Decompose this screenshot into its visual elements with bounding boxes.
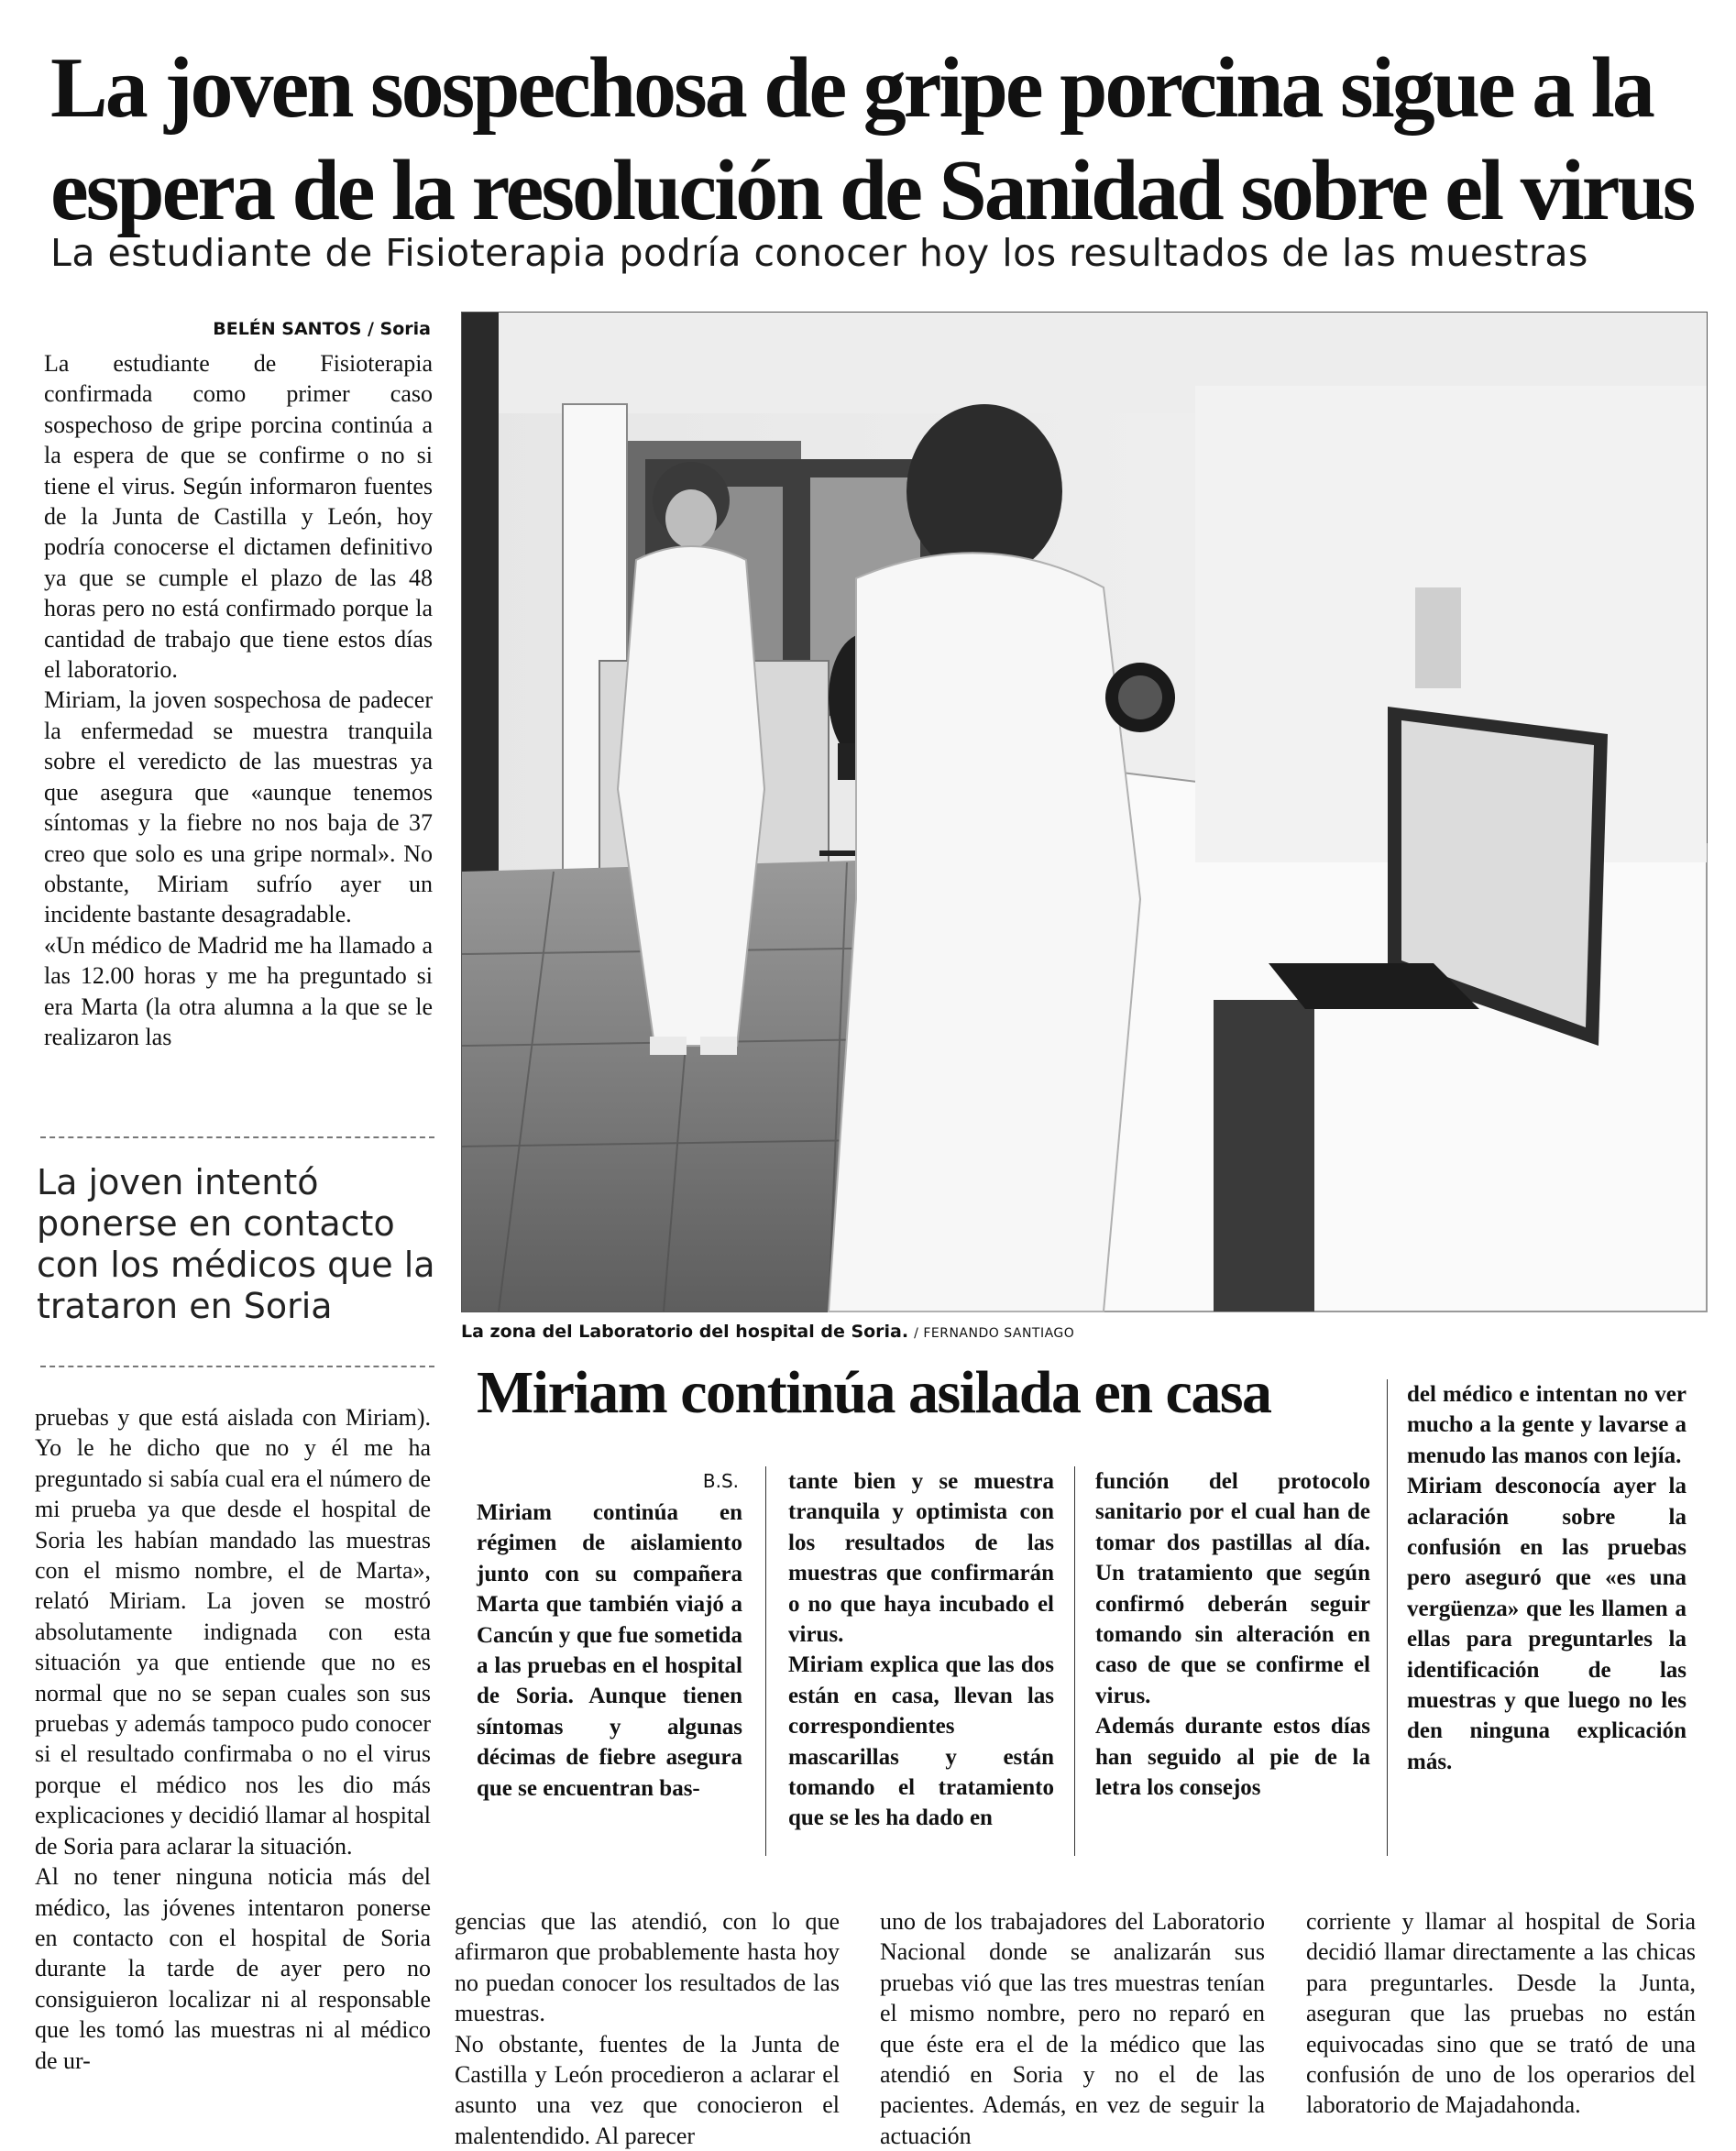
subheadline: La estudiante de Fisioterapia podría conocer hoy los resultados de las muestras bbox=[50, 231, 1588, 275]
paragraph: tante bien y se muestra tranquila y optimista con los resultados de las muestras que confirmarán o no que haya incubado el virus. bbox=[788, 1469, 1054, 1648]
paragraph: uno de los trabajadores del Laboratorio Nacional donde se analizarán sus pruebas vió que las tres muestras tenían el mismo nombre, pero no reparó en que éste era el de la médico que las atendió en Soria y no el de las pacientes. Además, en vez de seguir la actuación bbox=[880, 1908, 1265, 2149]
article-column-1-continued bbox=[35, 1402, 431, 2135]
paragraph: Miriam desconocía ayer la aclaración sobre la confusión en las pruebas pero aseguró que «es una vergüenza» que les llamen a ellas para preguntarles la identificación de las muestras y que luego no les den ninguna explicación más. bbox=[1407, 1474, 1687, 1774]
box-column-4 bbox=[1407, 1379, 1687, 1777]
box-column-1 bbox=[477, 1498, 742, 1804]
photo-caption bbox=[461, 1322, 1653, 1342]
article-column-3 bbox=[880, 1906, 1265, 2149]
divider bbox=[40, 1366, 434, 1367]
headline-line-1: La joven sospechosa de gripe porcina sigue a la bbox=[50, 40, 1653, 136]
paragraph: del médico e intentan no ver mucho a la gente y lavarse a menudo las manos con lejía. bbox=[1407, 1382, 1687, 1468]
paragraph: Miriam explica que las dos están en casa, llevan las correspondientes mascarillas y están tomando el tratamiento que se les ha dado en bbox=[788, 1652, 1054, 1831]
column-divider bbox=[1074, 1466, 1075, 1856]
paragraph: Miriam, la joven sospechosa de padecer la enfermedad se muestra tranquila sobre el veredicto de las muestras ya que asegura que «aunque tenemos síntomas y la fiebre no nos baja de 37 creo que solo es una gripe normal». No obstante, Miriam sufrío ayer un incidente bastante desagradable. bbox=[44, 686, 433, 928]
box-column-2 bbox=[788, 1466, 1054, 1834]
article-column-4 bbox=[1306, 1906, 1696, 2135]
article-column-2 bbox=[455, 1906, 840, 2149]
paragraph: corriente y llamar al hospital de Soria decidió llamar directamente a las chicas para preguntarles. Desde la Junta, aseguran que las pruebas no están equivocadas sino que se trató de una confusión de uno de los operarios del laboratorio de Majadahonda. bbox=[1306, 1908, 1696, 2119]
paragraph: La estudiante de Fisioterapia confirmada como primer caso sospechoso de gripe porcina continúa a la espera de que se confirme o no si tiene el virus. Según informaron fuentes de la Junta de Castilla y León, hoy podría conocerse el dictamen definitivo ya que se cumple el plazo de las 48 horas pero no está confirmado porque la cantidad de trabajo que tiene estos días el laboratorio. bbox=[44, 350, 433, 684]
paragraph: función del protocolo sanitario por el cual han de tomar dos pastillas al día. Un tratamiento que según confirmó deberán seguir tomando sin alteración en caso de que se confirme el virus. bbox=[1095, 1469, 1370, 1708]
paragraph: Al no tener ninguna noticia más del médico, las jóvenes intentaron ponerse en contacto con el hospital de Soria durante la tarde de ayer pero no consiguieron localizar ni al responsable que les tomó las muestras ni al médico de ur- bbox=[35, 1863, 431, 2074]
column-divider bbox=[765, 1466, 766, 1856]
paragraph: No obstante, fuentes de la Junta de Castilla y León procedieron a aclarar el asunto una vez que conocieron el malentendido. Al parecer bbox=[455, 2030, 840, 2149]
photo-illustration bbox=[462, 313, 1707, 1311]
box-byline: B.S. bbox=[702, 1470, 739, 1492]
byline: BELÉN SANTOS / Soria bbox=[213, 319, 431, 339]
paragraph: Además durante estos días han seguido al pie de la letra los consejos bbox=[1095, 1714, 1370, 1801]
pull-quote: La joven intentó ponerse en contacto con los médicos que la trataron en Soria bbox=[37, 1162, 435, 1326]
article-column-1 bbox=[44, 348, 433, 1095]
laboratory-photo bbox=[461, 312, 1708, 1312]
paragraph: gencias que las atendió, con lo que afirmaron que probablemente hasta hoy no puedan conocer los resultados de las muestras. bbox=[455, 1908, 840, 2027]
divider bbox=[40, 1136, 434, 1138]
headline-line-2: espera de la resolución de Sanidad sobre el virus bbox=[50, 143, 1694, 238]
paragraph: pruebas y que está aislada con Miriam). Yo le he dicho que no y él me ha preguntado si sabía cual era el número de mi prueba ya que desde el hospital de Soria les habían mandado las muestras con el mismo nombre, el de Marta», relató Miriam. La joven se mostró absolutamente indignada con esta situación ya que entiende que no es normal que no se sepan cuales son sus pruebas y además tampoco pudo conocer si el resultado confirmaba o no el virus porque el médico nos les dio más explicaciones y decidió llamar al hospital de Soria para aclarar la situación. bbox=[35, 1404, 431, 1860]
box-title: Miriam continúa asilada en casa bbox=[477, 1359, 1271, 1426]
caption-text: La zona del Laboratorio del hospital de Soria. bbox=[461, 1322, 909, 1342]
column-divider bbox=[1387, 1379, 1388, 1856]
paragraph: «Un médico de Madrid me ha llamado a las 12.00 horas y me ha preguntado si era Marta (la otra alumna a la que se le realizaron las bbox=[44, 931, 433, 1050]
box-column-3 bbox=[1095, 1466, 1370, 1803]
headline bbox=[50, 37, 1709, 242]
paragraph: Miriam continúa en régimen de aislamiento junto con su compañera Marta que también viajó a Cancún y que fue sometida a las pruebas en el hospital de Soria. Aunque tienen síntomas y algunas décimas de fiebre asegura que se encuentran bas- bbox=[477, 1500, 742, 1801]
photo-credit: / FERNANDO SANTIAGO bbox=[914, 1326, 1075, 1341]
